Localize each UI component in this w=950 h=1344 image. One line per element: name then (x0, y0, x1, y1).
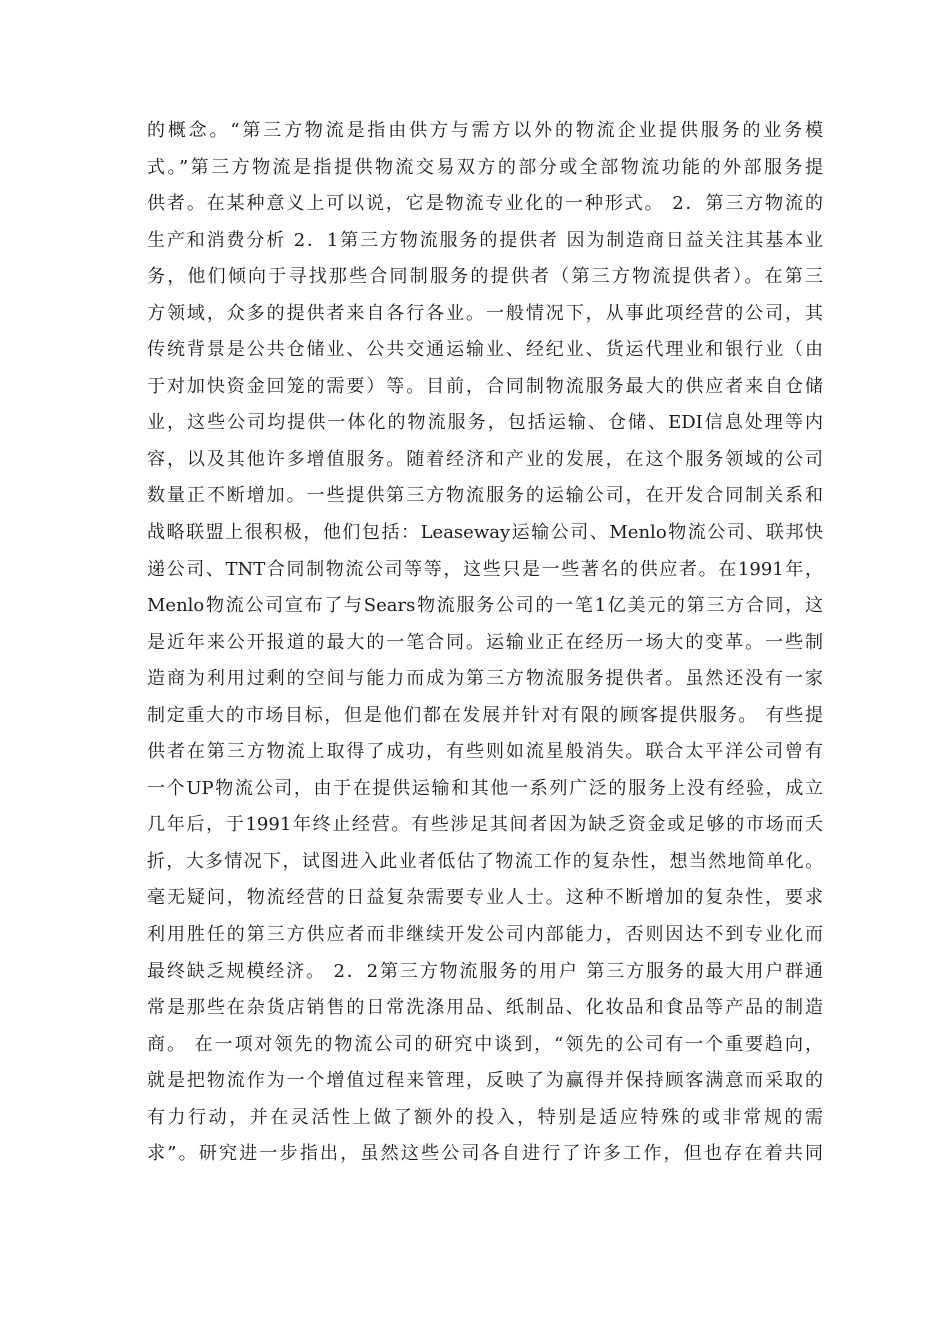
text-line: 业，这些公司均提供一体化的物流服务，包括运输、仓储、EDI信息处理等内 (147, 412, 823, 434)
text-line: 方领域，众多的提供者来自各行各业。一般情况下，从事此项经营的公司，其 (147, 302, 823, 324)
body-text (147, 113, 823, 1173)
text-line: 常是那些在杂货店销售的日常洗涤用品、纸制品、化妆品和食品等产品的制造 (147, 997, 823, 1019)
text-line: 递公司、TNT合同制物流公司等等，这些只是一些著名的供应者。在1991年， (147, 558, 823, 580)
text-line: 战略联盟上很积极，他们包括：Leaseway运输公司、Menlo物流公司、联邦快 (147, 522, 823, 544)
text-line: 最终缺乏规模经济。 2．2第三方物流服务的用户 第三方服务的最大用户群通 (147, 960, 823, 982)
text-line: 于对加快资金回笼的需要）等。目前，合同制物流服务最大的供应者来自仓储 (147, 375, 823, 397)
text-line: 造商为利用过剩的空间与能力而成为第三方物流服务提供者。虽然还没有一家 (147, 668, 823, 690)
text-line: Menlo物流公司宣布了与Sears物流服务公司的一笔1亿美元的第三方合同，这 (147, 595, 823, 617)
text-line: 传统背景是公共仓储业、公共交通运输业、经纪业、货运代理业和银行业（由 (147, 339, 823, 361)
text-line: 有力行动，并在灵活性上做了额外的投入，特别是适应特殊的或非常规的需 (147, 1106, 823, 1128)
text-line: 折，大多情况下，试图进入此业者低估了物流工作的复杂性，想当然地简单化。 (147, 850, 823, 872)
text-line: 供者在第三方物流上取得了成功，有些则如流星般消失。联合太平洋公司曾有 (147, 741, 823, 763)
text-line: 供者。在某种意义上可以说，它是物流专业化的一种形式。 2．第三方物流的 (147, 193, 823, 215)
text-line: 几年后，于1991年终止经营。有些涉足其间者因为缺乏资金或足够的市场而夭 (147, 814, 823, 836)
text-line: 是近年来公开报道的最大的一笔合同。运输业正在经历一场大的变革。一些制 (147, 631, 823, 653)
text-line: 的概念。“第三方物流是指由供方与需方以外的物流企业提供服务的业务模 (147, 120, 823, 141)
text-line: 务，他们倾向于寻找那些合同制服务的提供者（第三方物流提供者）。在第三 (147, 266, 823, 288)
text-line: 制定重大的市场目标，但是他们都在发展并针对有限的顾客提供服务。 有些提 (147, 704, 823, 726)
text-line: 数量正不断增加。一些提供第三方物流服务的运输公司，在开发合同制关系和 (147, 485, 823, 507)
text-line: 利用胜任的第三方供应者而非继续开发公司内部能力，否则因达不到专业化而 (147, 924, 823, 946)
text-line: 商。 在一项对领先的物流公司的研究中谈到，“领先的公司有一个重要趋向， (147, 1033, 823, 1055)
text-line: 毫无疑问，物流经营的日益复杂需要专业人士。这种不断增加的复杂性，要求 (147, 887, 823, 909)
text-line: 式。”第三方物流是指提供物流交易双方的部分或全部物流功能的外部服务提 (147, 156, 823, 178)
text-line: 容，以及其他许多增值服务。随着经济和产业的发展，在这个服务领域的公司 (147, 448, 823, 470)
text-line: 求”。研究进一步指出，虽然这些公司各自进行了许多工作，但也存在着共同 (147, 1143, 823, 1165)
text-line: 一个UP物流公司，由于在提供运输和其他一系列广泛的服务上没有经验，成立 (147, 777, 823, 799)
text-line: 生产和消费分析 2．1第三方物流服务的提供者 因为制造商日益关注其基本业 (147, 229, 823, 251)
text-line: 就是把物流作为一个增值过程来管理，反映了为赢得并保持顾客满意而采取的 (147, 1070, 823, 1092)
